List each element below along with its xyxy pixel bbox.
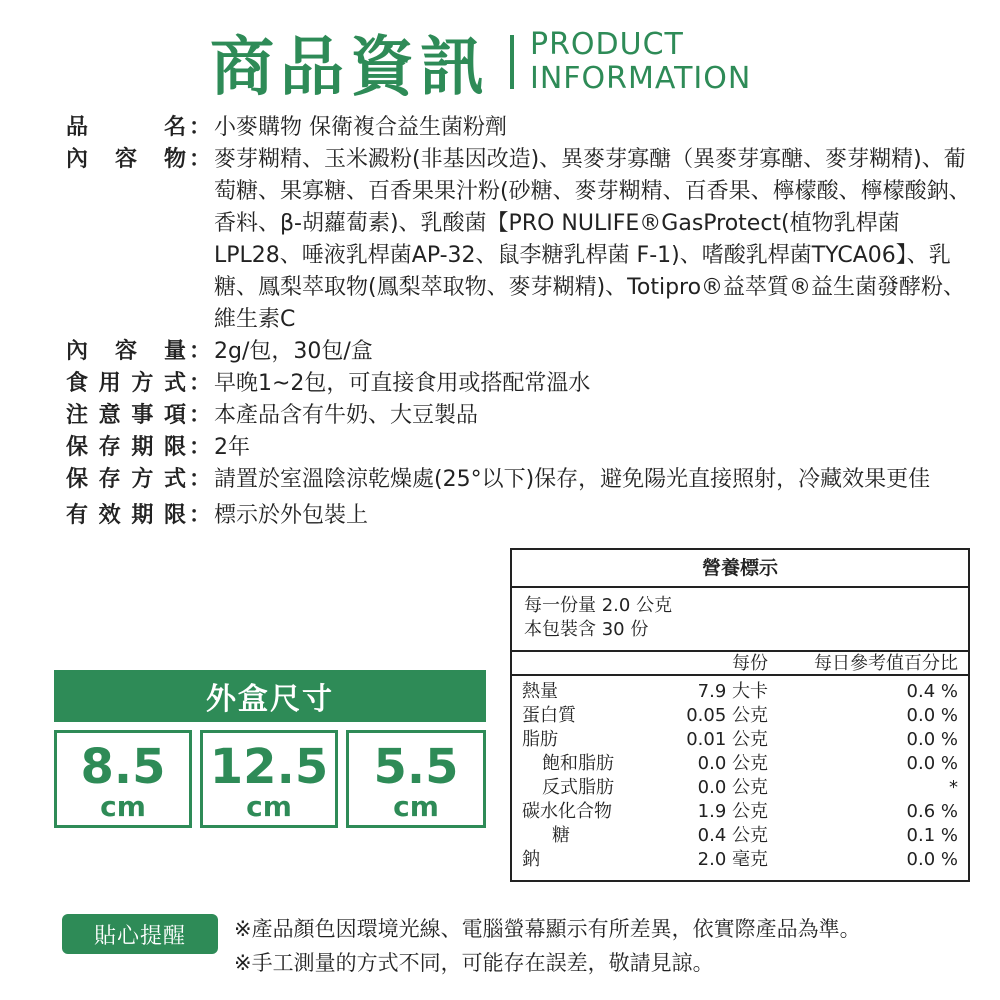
info-label: 內容量	[66, 339, 186, 364]
nutrition-title: 營養標示	[512, 550, 968, 588]
info-row-caution	[66, 400, 986, 432]
info-label: 有效期限	[66, 503, 186, 528]
nutrient-amount: 0.0 公克	[697, 777, 768, 798]
size-unit: cm	[100, 790, 146, 823]
nutrient-amount: 0.01 公克	[686, 729, 768, 750]
nutrient-daily: 0.0 %	[906, 705, 958, 726]
info-row-name	[66, 112, 986, 144]
info-colon: ：	[188, 147, 211, 172]
info-value: 小麥購物 保衛複合益生菌粉劑	[214, 115, 507, 140]
reminder-line: ※手工測量的方式不同，可能存在誤差，敬請見諒。	[234, 951, 714, 975]
servings-per-pack: 本包裝含 30 份	[524, 619, 649, 640]
size-value: 8.5	[80, 739, 166, 795]
box-size-title: 外盒尺寸	[54, 670, 486, 722]
nutrition-row	[512, 728, 968, 752]
nutrient-daily: 0.6 %	[906, 801, 958, 822]
nutrient-daily: 0.0 %	[906, 849, 958, 870]
nutrition-row	[512, 776, 968, 800]
nutrient-daily: 0.0 %	[906, 753, 958, 774]
info-value: 2年	[214, 435, 250, 460]
nutrient-amount: 7.9 大卡	[697, 681, 768, 702]
info-row-expiry	[66, 500, 986, 532]
nutrient-amount: 0.0 公克	[697, 753, 768, 774]
nutrient-name: 鈉	[522, 849, 540, 870]
info-value: 早晚1~2包，可直接食用或搭配常溫水	[214, 371, 591, 396]
info-colon: ：	[188, 371, 211, 396]
nutrient-name: 反式脂肪	[542, 777, 614, 798]
nutrition-serving-info	[512, 588, 968, 652]
product-info	[66, 112, 986, 532]
nutrition-body	[512, 676, 968, 872]
nutrient-daily: 0.0 %	[906, 729, 958, 750]
nutrition-row	[512, 824, 968, 848]
box-size-length	[54, 730, 192, 828]
info-row-shelf-life	[66, 432, 986, 464]
title-en-line1: PRODUCT	[530, 27, 684, 62]
nutrition-header-row	[512, 652, 968, 676]
size-unit: cm	[246, 790, 292, 823]
page-header	[210, 22, 752, 105]
info-colon: ：	[188, 435, 211, 460]
serving-size: 每一份量 2.0 公克	[524, 595, 673, 616]
title-en-line2: INFORMATION	[530, 61, 752, 96]
info-colon: ：	[188, 339, 211, 364]
info-label: 品名	[66, 115, 186, 140]
page-title: 商品資訊	[210, 31, 490, 105]
info-label: 保存期限	[66, 435, 186, 460]
nutrient-name: 熱量	[522, 681, 558, 702]
reminder-badge: 貼心提醒	[62, 914, 218, 954]
nutrition-row	[512, 848, 968, 872]
info-colon: ：	[188, 115, 211, 140]
info-label: 食用方式	[66, 371, 186, 396]
info-label: 注意事項	[66, 403, 186, 428]
reminder-line: ※產品顏色因環境光線、電腦螢幕顯示有所差異，依實際產品為準。	[234, 917, 861, 941]
info-row-usage	[66, 368, 986, 400]
box-size-width	[200, 730, 338, 828]
size-unit: cm	[393, 790, 439, 823]
size-value: 5.5	[373, 739, 459, 795]
page-title-en	[530, 28, 751, 96]
nutrition-table	[510, 548, 970, 882]
info-value: 標示於外包裝上	[214, 503, 369, 528]
nutrient-daily: 0.4 %	[906, 681, 958, 702]
info-row-contents	[66, 144, 986, 336]
nutrient-daily: 0.1 %	[906, 825, 958, 846]
reminder-notes	[234, 912, 861, 980]
nutrition-row	[512, 680, 968, 704]
nutrient-name: 飽和脂肪	[542, 753, 614, 774]
column-header-per-serving: 每份	[732, 653, 768, 674]
info-value: 麥芽糊精、玉米澱粉(非基因改造)、異麥芽寡醣（異麥芽寡醣、麥芽糊精)、葡萄糖、果寡糖、百香果果汁粉(砂糖、麥芽糊精、百香果、檸檬酸、檸檬酸鈉、香料、β-胡蘿蔔素)、乳酸菌【PRO NULIFE®GasProtect(植物乳桿菌LPL28、唾液乳桿菌AP-32、鼠李糖乳桿菌 F-1)、嗜酸乳桿菌TYCA06】、乳糖、鳳梨萃取物(鳳梨萃取物、麥芽糊精)、Totipro®益萃質®益生菌發酵粉、維生素C	[214, 147, 971, 332]
info-colon: ：	[188, 503, 211, 528]
nutrient-name: 糖	[552, 825, 570, 846]
info-value: 請置於室溫陰涼乾燥處(25°以下)保存，避免陽光直接照射，冷藏效果更佳	[214, 467, 931, 492]
nutrition-row	[512, 704, 968, 728]
info-value: 本產品含有牛奶、大豆製品	[214, 403, 479, 428]
nutrient-amount: 1.9 公克	[697, 801, 768, 822]
nutrient-name: 蛋白質	[522, 705, 576, 726]
info-row-storage	[66, 464, 986, 496]
info-label: 內容物	[66, 147, 186, 172]
box-size-height	[346, 730, 486, 828]
nutrient-amount: 0.4 公克	[697, 825, 768, 846]
size-value: 12.5	[209, 739, 329, 795]
nutrient-daily: *	[949, 777, 958, 798]
info-colon: ：	[188, 467, 211, 492]
nutrient-amount: 0.05 公克	[686, 705, 768, 726]
nutrition-row	[512, 800, 968, 824]
column-header-daily-value: 每日參考值百分比	[814, 653, 958, 674]
info-label: 保存方式	[66, 467, 186, 492]
nutrient-name: 脂肪	[522, 729, 558, 750]
nutrient-name: 碳水化合物	[522, 801, 612, 822]
info-row-volume	[66, 336, 986, 368]
info-value: 2g/包，30包/盒	[214, 339, 373, 364]
nutrition-row	[512, 752, 968, 776]
nutrient-amount: 2.0 毫克	[697, 849, 768, 870]
info-colon: ：	[188, 403, 211, 428]
title-divider	[510, 35, 514, 89]
